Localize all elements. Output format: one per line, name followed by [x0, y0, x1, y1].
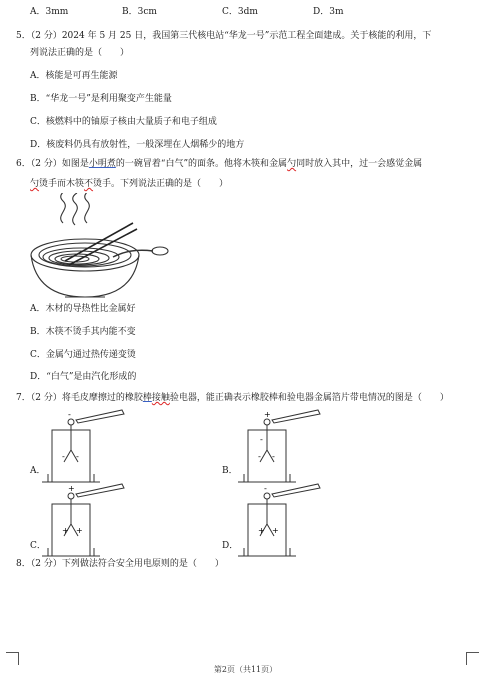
steam-icon	[73, 193, 78, 225]
steam-icon	[61, 193, 66, 223]
q8-stem-line1: 8．（2 分）下列做法符合安全用电原则的是（ ）	[16, 559, 224, 569]
charge-label: +	[76, 526, 83, 535]
charge-label: +	[258, 526, 265, 535]
charge-label: +	[272, 526, 279, 535]
charge-label: -	[62, 452, 65, 461]
q6-text-part: 烫手而木筷	[39, 179, 85, 189]
q6-underlined-name: 小明煮	[88, 159, 116, 169]
electroscope-a-figure	[40, 408, 155, 483]
electroscope-b-figure	[236, 408, 351, 483]
q7-underlined-word: 接触	[151, 393, 170, 403]
q7-text-part: 7．（2 分）将毛皮摩擦过的橡胶	[16, 393, 143, 403]
prev-option-c: C．3dm	[222, 7, 258, 17]
steam-icon	[85, 193, 90, 223]
q6-stem-line2	[30, 178, 228, 190]
noodle-bowl-figure	[25, 193, 170, 301]
q6-underlined-word: 勺	[30, 179, 40, 189]
q6-option-d: D．“白气”是由汽化形成的	[30, 372, 137, 382]
q7-option-b-label: B．	[222, 466, 238, 476]
rubber-rod	[272, 484, 320, 497]
electroscope-c-figure	[40, 482, 155, 557]
q6-text-part: 6．（2 分）如图是	[16, 159, 89, 169]
q5-stem-line2: 列说法正确的是（ ）	[30, 48, 130, 58]
rubber-rod	[76, 410, 124, 423]
q5-option-a: A．核能是可再生能源	[30, 71, 118, 81]
q6-option-a: A．木材的导热性比金属好	[30, 304, 136, 314]
q7-option-c-label: C．	[30, 541, 46, 551]
q6-underlined-word: 不	[84, 179, 94, 189]
q5-stem-line1: 5．（2 分）2024 年 5 月 25 日，我国第三代核电站“华龙一号”示范工程全面建成。关于核能的利用，下	[16, 31, 432, 41]
charge-label: -	[258, 452, 261, 461]
q5-option-b: B．“华龙一号”是利用聚变产生能量	[30, 94, 172, 104]
rubber-rod	[272, 410, 320, 423]
charge-label: -	[68, 410, 71, 419]
q6-stem-line1	[16, 158, 422, 170]
q5-option-c: C．核燃料中的铀原子核由大量质子和电子组成	[30, 117, 217, 127]
prev-option-d: D．3m	[313, 7, 344, 17]
q7-stem-line1	[16, 392, 449, 404]
q5-option-d: D．核废料仍具有放射性，一般深埋在人烟稀少的地方	[30, 140, 245, 150]
q6-text-part: 的一碗冒着“白气”的面条。他将木筷和金属	[115, 159, 288, 169]
q6-option-c: C．金属勺通过热传递变烫	[30, 350, 136, 360]
q7-option-a-label: A．	[30, 466, 46, 476]
charge-label: -	[260, 435, 263, 444]
q6-text-part: 同时放入其中，过一会感觉金属	[296, 159, 423, 169]
prev-option-b: B．3cm	[122, 7, 157, 17]
q7-text-part: 验电器，能正确表示橡胶棒和验电器金属箔片带电情况的图是（ ）	[169, 393, 449, 403]
charge-label: -	[76, 452, 79, 461]
prev-option-a: A．3mm	[30, 7, 69, 17]
q7-underlined-word: 棒	[142, 393, 152, 403]
electroscope-d-figure	[236, 482, 351, 557]
charge-label: -	[264, 484, 267, 493]
q6-underlined-word: 勺	[287, 159, 297, 169]
charge-label: +	[264, 410, 271, 419]
q7-option-d-label: D．	[222, 541, 239, 551]
rubber-rod	[76, 484, 124, 497]
charge-label: +	[62, 526, 69, 535]
page-footer: 第2页（共11页）	[213, 665, 278, 674]
q6-option-b: B．木筷不烫手其内能不变	[30, 327, 136, 337]
charge-label: +	[68, 484, 75, 493]
charge-label: -	[272, 452, 275, 461]
q6-text-part: 烫手。下列说法正确的是（ ）	[93, 179, 229, 189]
